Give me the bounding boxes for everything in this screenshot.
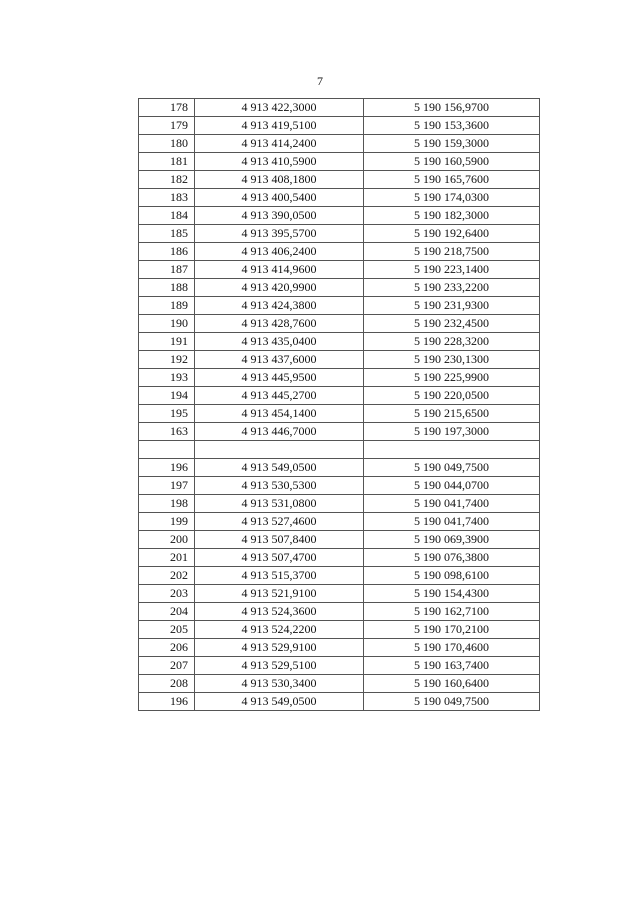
point-number-cell: 180: [139, 135, 195, 153]
table-row: [139, 117, 540, 135]
table-row: [139, 135, 540, 153]
point-number-cell: 192: [139, 351, 195, 369]
table-row: [139, 351, 540, 369]
x-coordinate-cell: 4 913 507,4700: [195, 549, 364, 567]
point-number-cell: 163: [139, 423, 195, 441]
x-coordinate-cell: 4 913 414,2400: [195, 135, 364, 153]
table-row: [139, 99, 540, 117]
y-coordinate-cell: 5 190 170,4600: [364, 639, 540, 657]
point-number-cell: 183: [139, 189, 195, 207]
table-row: [139, 495, 540, 513]
x-coordinate-cell: 4 913 530,3400: [195, 675, 364, 693]
table-row: [139, 459, 540, 477]
x-coordinate-cell: 4 913 531,0800: [195, 495, 364, 513]
y-coordinate-cell: 5 190 044,0700: [364, 477, 540, 495]
point-number-cell: 178: [139, 99, 195, 117]
point-number-cell: 193: [139, 369, 195, 387]
table-row: [139, 297, 540, 315]
y-coordinate-cell: 5 190 162,7100: [364, 603, 540, 621]
point-number-cell: 190: [139, 315, 195, 333]
x-coordinate-cell: 4 913 549,0500: [195, 693, 364, 711]
y-coordinate-cell: 5 190 215,6500: [364, 405, 540, 423]
table-row: [139, 369, 540, 387]
coordinates-table: [138, 98, 540, 711]
point-number-cell: 194: [139, 387, 195, 405]
x-coordinate-cell: 4 913 529,5100: [195, 657, 364, 675]
point-number-cell: 179: [139, 117, 195, 135]
y-coordinate-cell: 5 190 041,7400: [364, 513, 540, 531]
y-coordinate-cell: 5 190 218,7500: [364, 243, 540, 261]
table-row: [139, 549, 540, 567]
x-coordinate-cell: 4 913 414,9600: [195, 261, 364, 279]
table-row: [139, 153, 540, 171]
table-row: [139, 657, 540, 675]
y-coordinate-cell: 5 190 076,3800: [364, 549, 540, 567]
table-row: [139, 531, 540, 549]
x-coordinate-cell: 4 913 549,0500: [195, 459, 364, 477]
y-coordinate-cell: [364, 441, 540, 459]
point-number-cell: 185: [139, 225, 195, 243]
table-row: [139, 405, 540, 423]
y-coordinate-cell: 5 190 049,7500: [364, 459, 540, 477]
y-coordinate-cell: 5 190 170,2100: [364, 621, 540, 639]
point-number-cell: 202: [139, 567, 195, 585]
y-coordinate-cell: 5 190 220,0500: [364, 387, 540, 405]
x-coordinate-cell: 4 913 419,5100: [195, 117, 364, 135]
point-number-cell: [139, 441, 195, 459]
point-number-cell: 184: [139, 207, 195, 225]
table-separator-row: [139, 441, 540, 459]
x-coordinate-cell: 4 913 435,0400: [195, 333, 364, 351]
table-row: [139, 189, 540, 207]
table-row: [139, 621, 540, 639]
coordinates-table-body: [139, 99, 540, 711]
y-coordinate-cell: 5 190 182,3000: [364, 207, 540, 225]
point-number-cell: 204: [139, 603, 195, 621]
table-row: [139, 243, 540, 261]
table-row: [139, 315, 540, 333]
point-number-cell: 195: [139, 405, 195, 423]
x-coordinate-cell: 4 913 390,0500: [195, 207, 364, 225]
table-row: [139, 675, 540, 693]
y-coordinate-cell: 5 190 159,3000: [364, 135, 540, 153]
y-coordinate-cell: 5 190 233,2200: [364, 279, 540, 297]
table-row: [139, 603, 540, 621]
point-number-cell: 182: [139, 171, 195, 189]
table-row: [139, 171, 540, 189]
table-row: [139, 639, 540, 657]
y-coordinate-cell: 5 190 174,0300: [364, 189, 540, 207]
y-coordinate-cell: 5 190 160,6400: [364, 675, 540, 693]
x-coordinate-cell: 4 913 515,3700: [195, 567, 364, 585]
table-row: [139, 693, 540, 711]
point-number-cell: 188: [139, 279, 195, 297]
point-number-cell: 208: [139, 675, 195, 693]
y-coordinate-cell: 5 190 232,4500: [364, 315, 540, 333]
point-number-cell: 200: [139, 531, 195, 549]
x-coordinate-cell: 4 913 395,5700: [195, 225, 364, 243]
x-coordinate-cell: 4 913 406,2400: [195, 243, 364, 261]
table-row: [139, 261, 540, 279]
table-row: [139, 423, 540, 441]
y-coordinate-cell: 5 190 163,7400: [364, 657, 540, 675]
x-coordinate-cell: 4 913 428,7600: [195, 315, 364, 333]
table-row: [139, 477, 540, 495]
page-number: 7: [317, 74, 323, 88]
y-coordinate-cell: 5 190 228,3200: [364, 333, 540, 351]
x-coordinate-cell: 4 913 445,2700: [195, 387, 364, 405]
x-coordinate-cell: [195, 441, 364, 459]
point-number-cell: 187: [139, 261, 195, 279]
point-number-cell: 207: [139, 657, 195, 675]
point-number-cell: 181: [139, 153, 195, 171]
point-number-cell: 199: [139, 513, 195, 531]
point-number-cell: 201: [139, 549, 195, 567]
point-number-cell: 197: [139, 477, 195, 495]
x-coordinate-cell: 4 913 507,8400: [195, 531, 364, 549]
point-number-cell: 196: [139, 693, 195, 711]
y-coordinate-cell: 5 190 153,3600: [364, 117, 540, 135]
point-number-cell: 206: [139, 639, 195, 657]
x-coordinate-cell: 4 913 527,4600: [195, 513, 364, 531]
y-coordinate-cell: 5 190 049,7500: [364, 693, 540, 711]
point-number-cell: 196: [139, 459, 195, 477]
x-coordinate-cell: 4 913 424,3800: [195, 297, 364, 315]
x-coordinate-cell: 4 913 410,5900: [195, 153, 364, 171]
x-coordinate-cell: 4 913 524,2200: [195, 621, 364, 639]
point-number-cell: 205: [139, 621, 195, 639]
x-coordinate-cell: 4 913 445,9500: [195, 369, 364, 387]
point-number-cell: 189: [139, 297, 195, 315]
x-coordinate-cell: 4 913 400,5400: [195, 189, 364, 207]
x-coordinate-cell: 4 913 524,3600: [195, 603, 364, 621]
y-coordinate-cell: 5 190 156,9700: [364, 99, 540, 117]
point-number-cell: 198: [139, 495, 195, 513]
x-coordinate-cell: 4 913 422,3000: [195, 99, 364, 117]
point-number-cell: 191: [139, 333, 195, 351]
x-coordinate-cell: 4 913 437,6000: [195, 351, 364, 369]
y-coordinate-cell: 5 190 154,4300: [364, 585, 540, 603]
y-coordinate-cell: 5 190 160,5900: [364, 153, 540, 171]
y-coordinate-cell: 5 190 165,7600: [364, 171, 540, 189]
x-coordinate-cell: 4 913 530,5300: [195, 477, 364, 495]
x-coordinate-cell: 4 913 408,1800: [195, 171, 364, 189]
table-row: [139, 207, 540, 225]
y-coordinate-cell: 5 190 098,6100: [364, 567, 540, 585]
table-row: [139, 513, 540, 531]
y-coordinate-cell: 5 190 230,1300: [364, 351, 540, 369]
y-coordinate-cell: 5 190 192,6400: [364, 225, 540, 243]
table-row: [139, 279, 540, 297]
point-number-cell: 186: [139, 243, 195, 261]
x-coordinate-cell: 4 913 446,7000: [195, 423, 364, 441]
y-coordinate-cell: 5 190 223,1400: [364, 261, 540, 279]
x-coordinate-cell: 4 913 529,9100: [195, 639, 364, 657]
table-row: [139, 333, 540, 351]
y-coordinate-cell: 5 190 225,9900: [364, 369, 540, 387]
table-row: [139, 585, 540, 603]
table-row: [139, 567, 540, 585]
y-coordinate-cell: 5 190 197,3000: [364, 423, 540, 441]
y-coordinate-cell: 5 190 041,7400: [364, 495, 540, 513]
point-number-cell: 203: [139, 585, 195, 603]
y-coordinate-cell: 5 190 069,3900: [364, 531, 540, 549]
x-coordinate-cell: 4 913 420,9900: [195, 279, 364, 297]
table-row: [139, 225, 540, 243]
x-coordinate-cell: 4 913 454,1400: [195, 405, 364, 423]
y-coordinate-cell: 5 190 231,9300: [364, 297, 540, 315]
table-row: [139, 387, 540, 405]
x-coordinate-cell: 4 913 521,9100: [195, 585, 364, 603]
